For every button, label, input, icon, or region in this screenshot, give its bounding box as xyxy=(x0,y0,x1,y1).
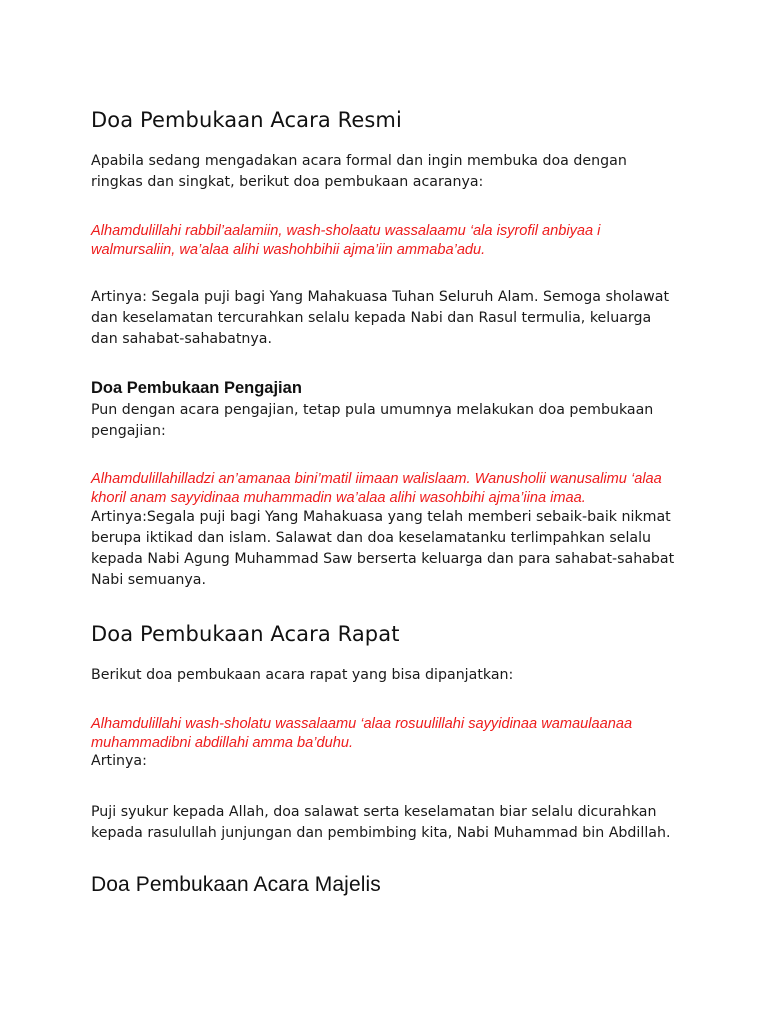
intro-pengajian: Pun dengan acara pengajian, tetap pula umumnya melakukan doa pembukaan pengajian: xyxy=(91,402,654,439)
intro-acara-resmi: Apabila sedang mengadakan acara formal dan ingin membuka doa dengan ringkas dan singkat, berikut doa pembukaan acaranya: xyxy=(91,153,627,190)
meaning-label-acara-rapat: Artinya: xyxy=(91,753,147,769)
heading-acara-majelis: Doa Pembukaan Acara Majelis xyxy=(91,873,381,896)
meaning-acara-resmi: Artinya: Segala puji bagi Yang Mahakuasa Tuhan Seluruh Alam. Semoga sholawat dan keselamatan tercurahkan selalu kepada Nabi dan Rasul termulia, keluarga dan sahabat-sahabatnya. xyxy=(91,289,670,347)
heading-acara-rapat: Doa Pembukaan Acara Rapat xyxy=(91,622,400,646)
intro-acara-rapat: Berikut doa pembukaan acara rapat yang bisa dipanjatkan: xyxy=(91,667,514,683)
prayer-pengajian: Alhamdulillahilladzi an’amanaa bini’matil iimaan walislaam. Wanusholii wanusalimu ‘alaa khoril anam sayyidinaa muhammadin wa’alaa alihi wasohbihi ajma’iina imaa. xyxy=(91,471,662,506)
prayer-acara-rapat: Alhamdulillahi wash-sholatu wassalaamu ‘alaa rosuulillahi sayyidinaa wamaulaanaa muhammadibni abdillahi amma ba’duhu. xyxy=(91,716,633,751)
prayer-acara-resmi: Alhamdulillahi rabbil’aalamiin, wash-sholaatu wassalaamu ‘ala isyrofil anbiyaa i walmursaliin, wa’alaa alihi washohbihii ajma’iin ammaba’adu. xyxy=(91,223,601,258)
meaning-acara-rapat: Puji syukur kepada Allah, doa salawat serta keselamatan biar selalu dicurahkan kepada rasulullah junjungan dan pembimbing kita, Nabi Muhammad bin Abdillah. xyxy=(91,804,671,841)
heading-acara-resmi: Doa Pembukaan Acara Resmi xyxy=(91,108,402,132)
meaning-pengajian: Artinya:Segala puji bagi Yang Mahakuasa yang telah memberi sebaik-baik nikmat berupa iktikad dan islam. Salawat dan doa keselamatanku terlimpahkan selalu kepada Nabi Agung Muhammad Saw berserta keluarga dan para sahabat-sahabat Nabi semuanya. xyxy=(91,509,675,588)
heading-pengajian: Doa Pembukaan Pengajian xyxy=(91,379,302,397)
